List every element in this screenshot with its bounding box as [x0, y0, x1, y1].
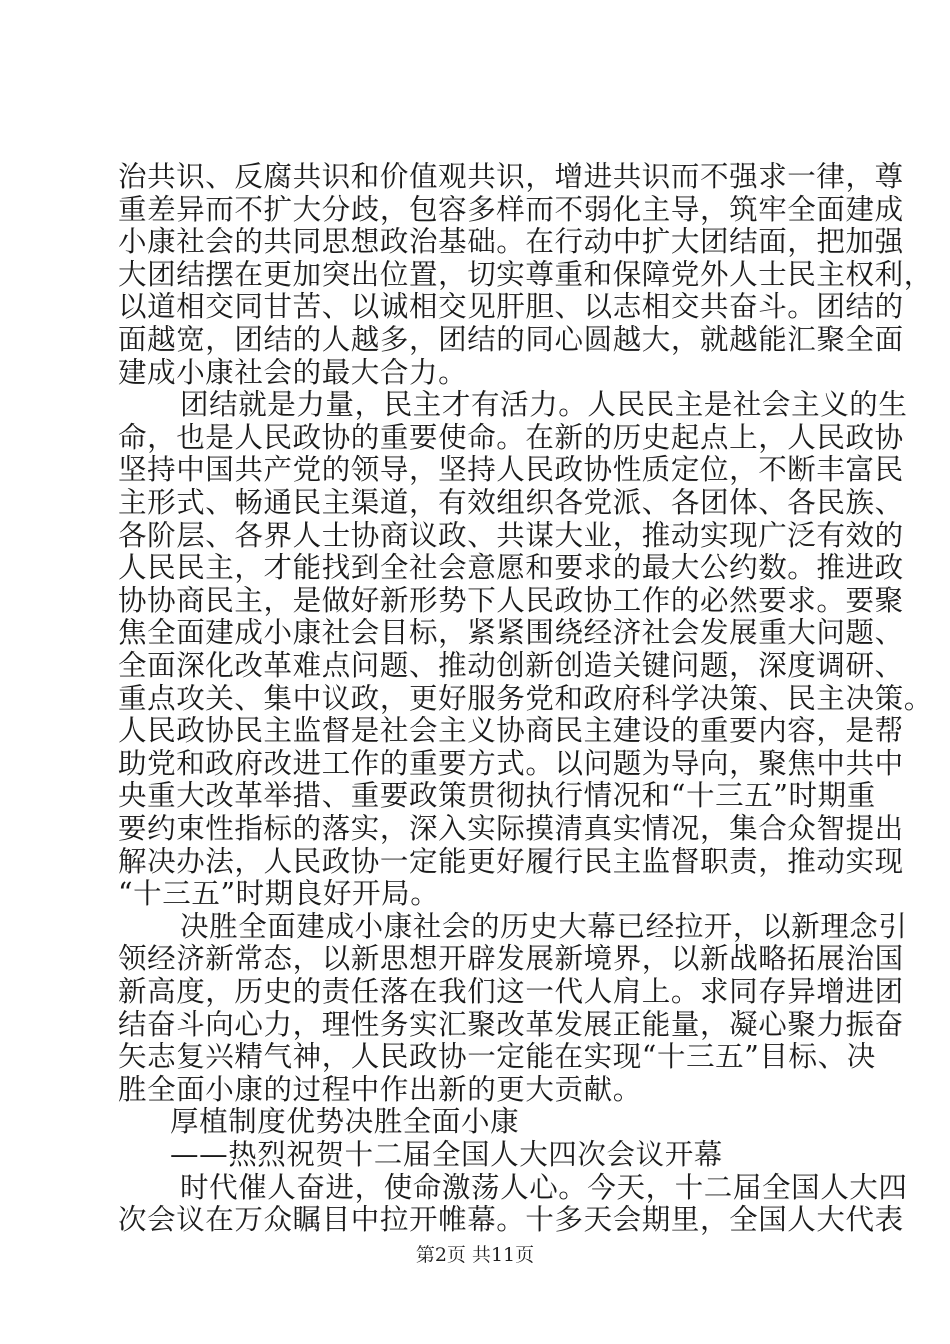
- paragraph-first-line: 团结就是力量，民主才有活力。人民民主是社会主义的生: [180, 388, 908, 422]
- text-line: 各阶层、各界人士协商议政、共谋大业，推动实现广泛有效的: [118, 518, 904, 552]
- text-line: 结奋斗向心力，理性务实汇聚改革发展正能量，凝心聚力振奋: [118, 1007, 904, 1041]
- text-line: “十三五”时期良好开局。: [118, 877, 440, 911]
- text-line: 坚持中国共产党的领导，坚持人民政协性质定位，不断丰富民: [118, 453, 904, 487]
- text-line: 焦全面建成小康社会目标，紧紧围绕经济社会发展重大问题、: [118, 616, 904, 650]
- text-line: 新高度，历史的责任落在我们这一代人肩上。求同存异增进团: [118, 975, 904, 1008]
- text-line: 次会议在万众瞩目中拉开帷幕。十多天会期里，全国人大代表: [118, 1203, 904, 1237]
- text-line: 治共识、反腐共识和价值观共识，增进共识而不强求一律，尊: [118, 160, 904, 193]
- text-line: 要约束性指标的落实，深入实际摸清真实情况，集合众智提出: [118, 812, 904, 845]
- text-line: 人民民主，才能找到全社会意愿和要求的最大公约数。推进政: [118, 551, 904, 585]
- text-line: 胜全面小康的过程中作出新的更大贡献。: [118, 1072, 642, 1106]
- text-line: 时代催人奋进，使命激荡人心。今天，十二届全国人大四: [180, 1170, 908, 1204]
- text-line: 矢志复兴精气神，人民政协一定能在实现“十三五”目标、决: [118, 1040, 876, 1074]
- text-line: 小康社会的共同思想政治基础。在行动中扩大团结面，把加强: [118, 225, 904, 259]
- paragraph-first-line: 决胜全面建成小康社会的历史大幕已经拉开，以新理念引: [180, 909, 908, 943]
- text-line: 重差异而不扩大分歧，包容多样而不弱化主导，筑牢全面建成: [118, 192, 904, 226]
- article-title: 厚植制度优势决胜全面小康: [170, 1105, 520, 1139]
- text-line: 建成小康社会的最大合力。: [118, 355, 468, 389]
- article-subtitle: ——热烈祝贺十二届全国人大四次会议开幕: [170, 1138, 723, 1171]
- text-line: 领经济新常态，以新思想开辟发展新境界，以新战略拓展治国: [118, 942, 904, 976]
- text-line: 命，也是人民政协的重要使命。在新的历史起点上，人民政协: [118, 420, 904, 454]
- text-line: 解决办法，人民政协一定能更好履行民主监督职责，推动实现: [118, 844, 904, 878]
- text-line: 协协商民主，是做好新形势下人民政协工作的必然要求。要聚: [118, 583, 904, 617]
- page-footer: 第2页 共11页: [415, 1244, 535, 1266]
- text-line: 助党和政府改进工作的重要方式。以问题为导向，聚焦中共中: [118, 746, 904, 780]
- text-line: 以道相交同甘苦、以诚相交见肝胆、以志相交共奋斗。团结的: [118, 290, 904, 324]
- text-line: 大团结摆在更加突出位置，切实尊重和保障党外人士民主权利，: [118, 257, 933, 291]
- text-line: 主形式、畅通民主渠道，有效组织各党派、各团体、各民族、: [118, 486, 904, 519]
- text-line: 央重大改革举措、重要政策贯彻执行情况和“十三五”时期重: [118, 779, 876, 813]
- text-line: 全面深化改革难点问题、推动创新创造关键问题，深度调研、: [118, 649, 904, 682]
- text-line: 面越宽，团结的人越多，团结的同心圆越大，就越能汇聚全面: [118, 323, 904, 356]
- text-line: 重点攻关、集中议政，更好服务党和政府科学决策、民主决策。: [118, 681, 933, 715]
- text-line: 人民政协民主监督是社会主义协商民主建设的重要内容，是帮: [118, 714, 904, 748]
